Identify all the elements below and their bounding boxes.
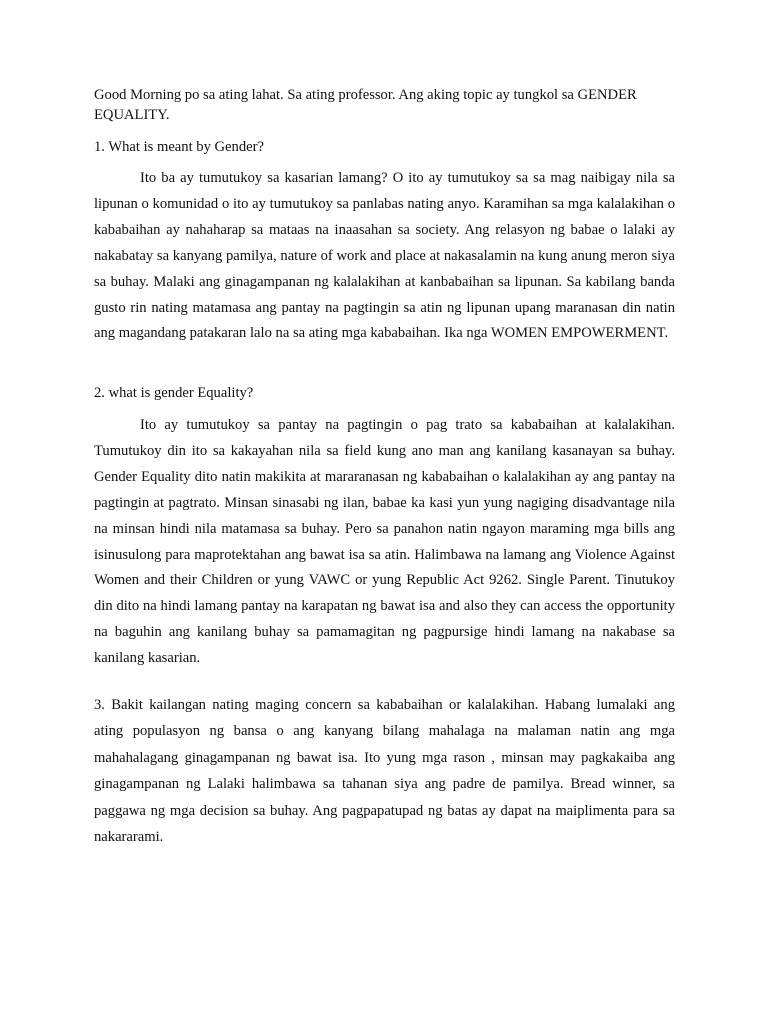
question-1-answer: Ito ba ay tumutukoy sa kasarian lamang? O ito ay tumutukoy sa sa mag naibigay nila sa lipunan o komunidad o ito ay tumutukoy sa panlabas nating anyo. Karamihan sa mga kalalakihan o kababaihan ay nahaharap sa mataas na inaasahan sa society. Ang relasyon ng babae o lalaki ay nakabatay sa kanyang pamilya, nature of work and place at nakasalamin na kung anung meron siya sa buhay. Malaki ang ginagampanan ng kalalakihan at kanbabaihan sa lipunan. Sa kabilang banda gusto rin nating matamasa ang pantay na pagtingin sa atin ng lipunan upang maranasan din natin ang magandang patakaran lalo na sa ating mga kababaihan. Ika nga WOMEN EMPOWERMENT. [94, 170, 675, 342]
question-2-answer: Ito ay tumutukoy sa pantay na pagtingin o pag trato sa kababaihan at kalalakihan. Tumutukoy din ito sa kakayahan nila sa field kung ano man ang kanilang kasanayan sa buhay. Gender Equality dito natin makikita at mararanasan ng kababaihan o kalalakihan ay ang pantay na pagtingin at pagtrato. Minsan sinasabi ng ilan, babae ka kasi yun yung nagiging disadvantage nila na minsan hindi nila matamasa sa buhay. Pero sa panahon natin ngayon maraming mga bills ang isinusulong para maprotektahan ang bawat isa sa atin. Halimbawa na lamang ang Violence Against Women and their Children or yung VAWC or yung Republic Act 9262. Single Parent. Tinutukoy din dito na hindi lamang pantay na karapatan ng bawat isa and also they can access the opportunity na baguhin ang kanilang buhay sa pamamagitan ng pagpursige hindi lamang na nakabase sa kanilang kasarian. [94, 417, 675, 667]
question-2-heading: 2. what is gender Equality? [94, 385, 254, 401]
intro-paragraph: Good Morning po sa ating lahat. Sa ating professor. Ang aking topic ay tungkol sa GENDER EQUALITY. [94, 87, 637, 123]
question-1-heading: 1. What is meant by Gender? [94, 139, 264, 155]
question-3-paragraph: 3. Bakit kailangan nating maging concern sa kababaihan or kalalakihan. Habang lumalaki ang ating populasyon ng bansa o ang kanyang bilang mahalaga na malaman natin ang mga mahahalagang ginagampanan ng bawat isa. Ito yung mga rason , minsan may pagkakaiba ang ginagampanan ng Lalaki halimbawa sa tahanan siya ang padre de pamilya. Bread winner, sa paggawa ng mga decision sa buhay. Ang pagpapatupad ng batas ay dapat na maiplimenta para sa nakararami. [94, 697, 675, 846]
